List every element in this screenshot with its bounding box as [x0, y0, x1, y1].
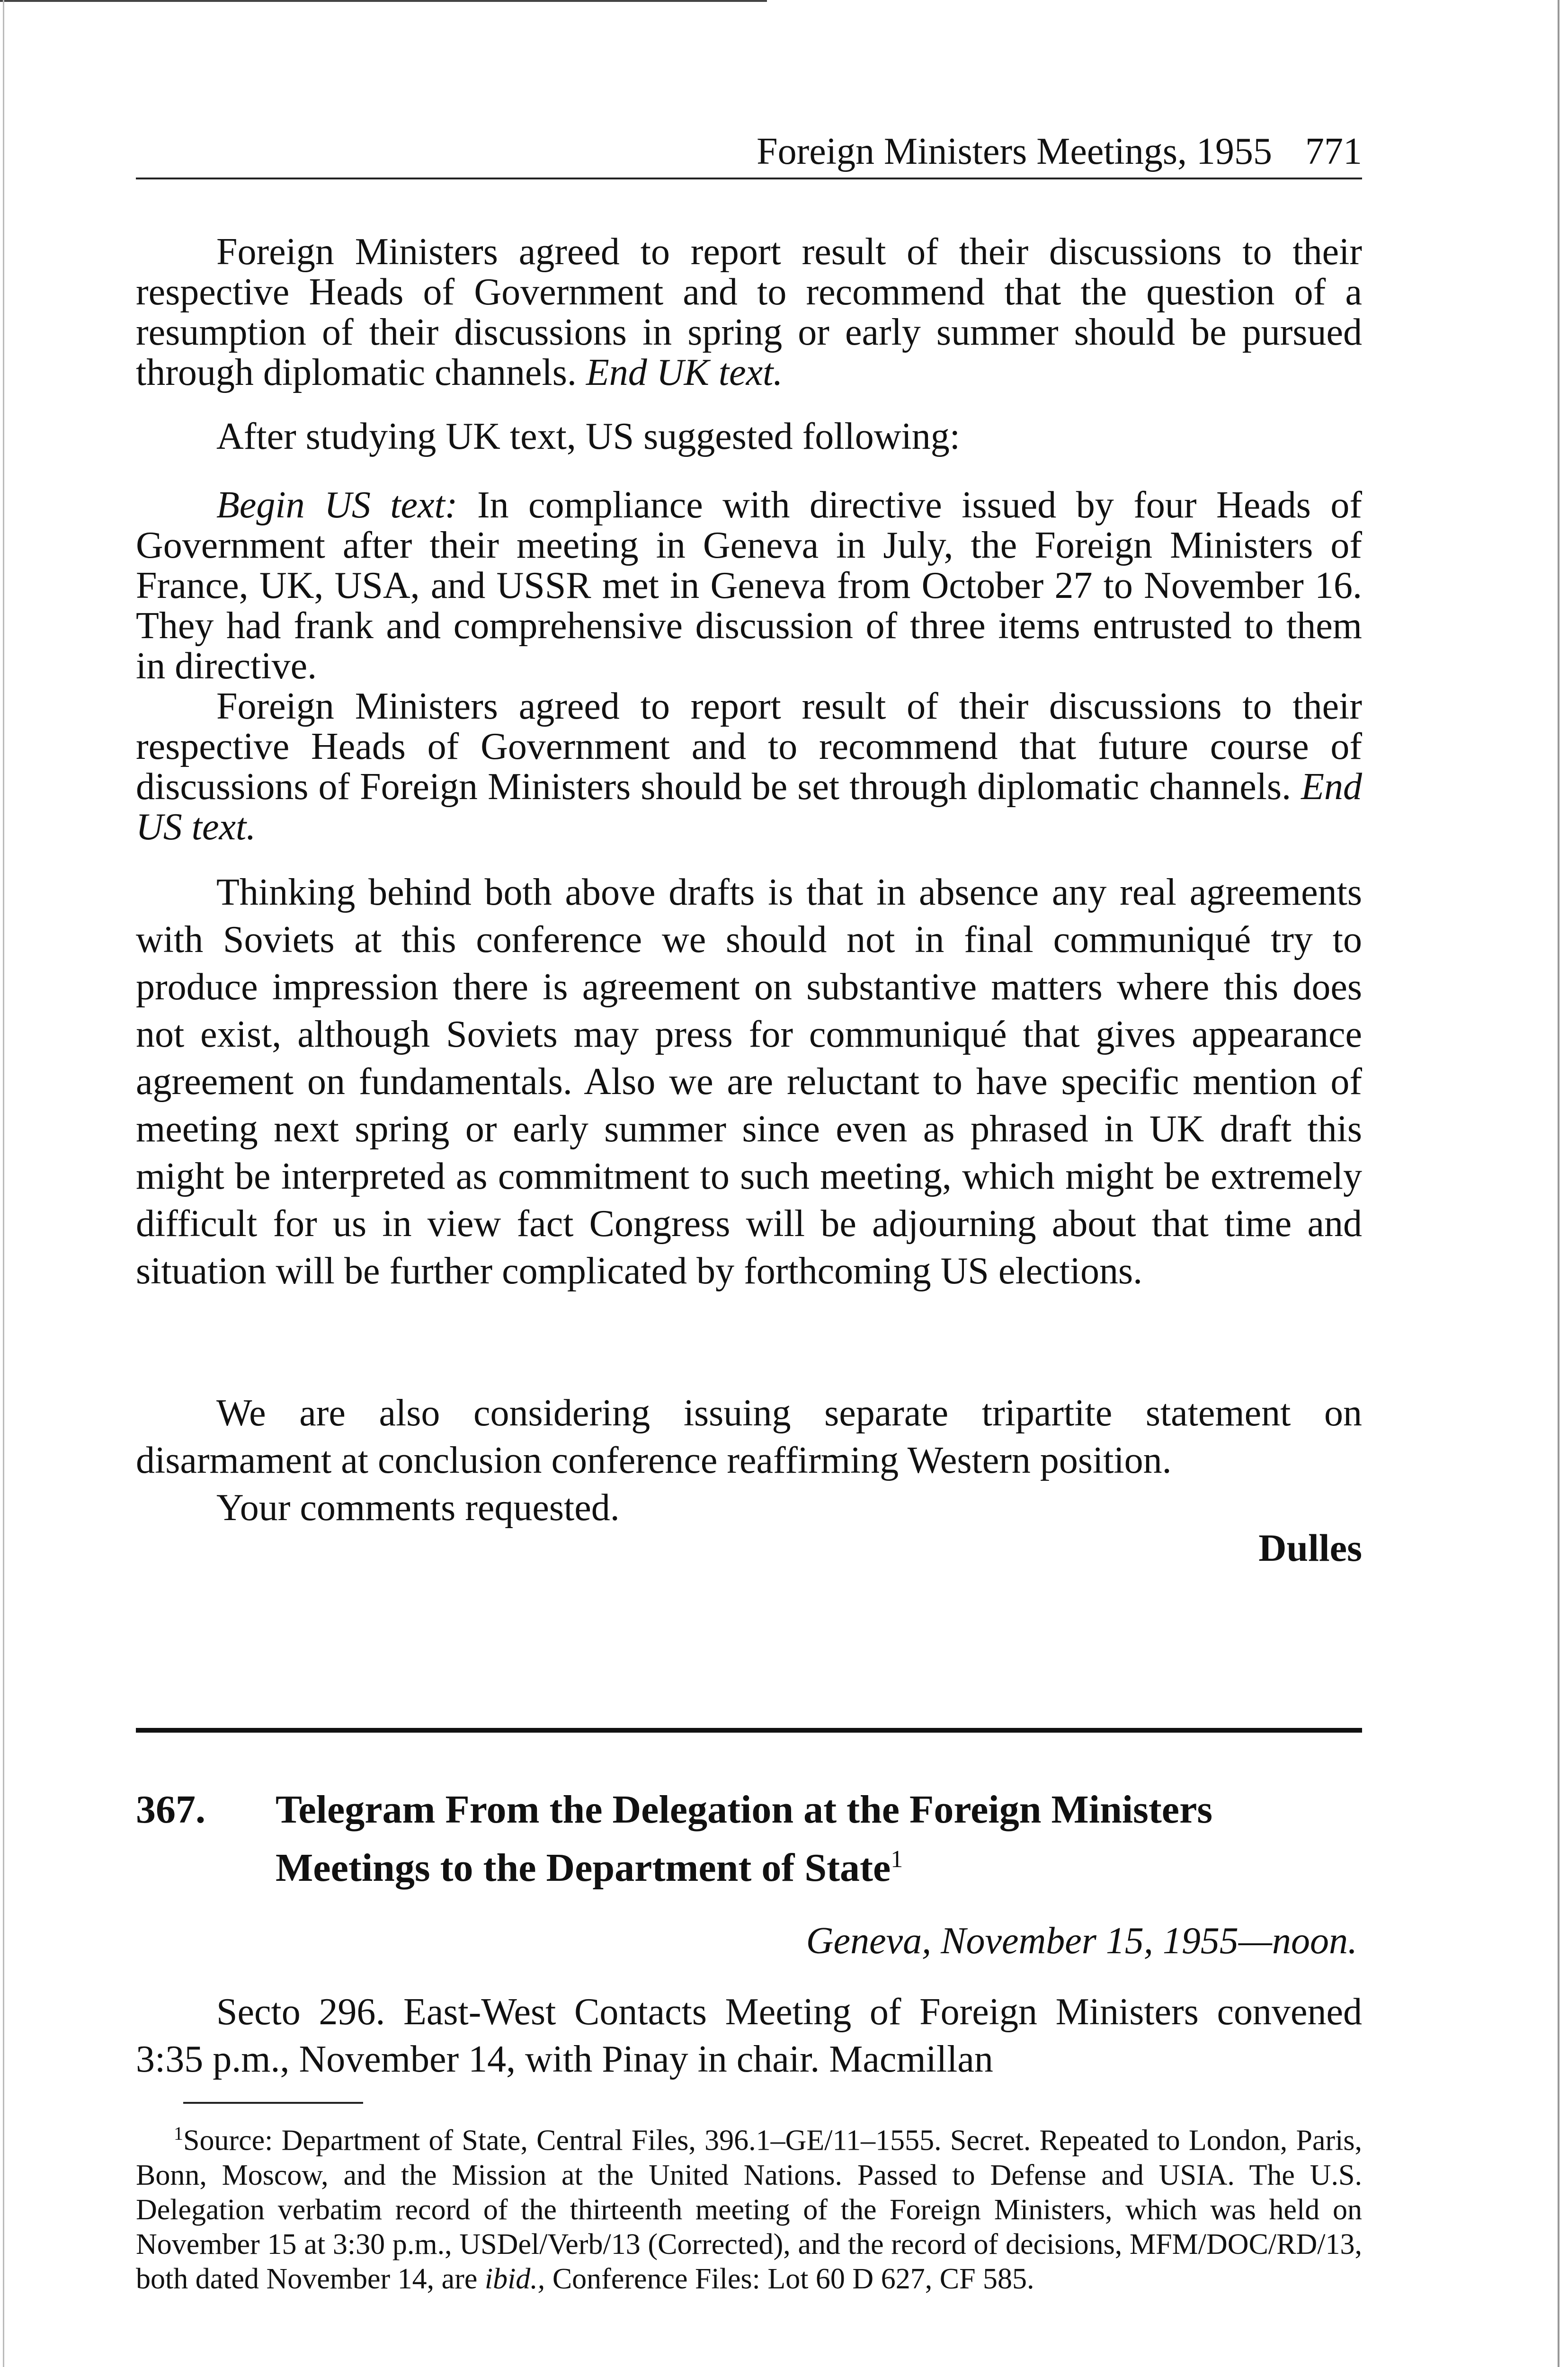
paragraph-us-text-end — [136, 686, 1362, 847]
footnote-text-end: Conference Files: Lot 60 D 627, CF 585. — [552, 2262, 1034, 2295]
paragraph-text: Your comments requested. — [216, 1487, 620, 1529]
footnote-rule — [183, 2102, 363, 2104]
footnote — [136, 2116, 1362, 2296]
footnote-marker: 1 — [174, 2123, 183, 2144]
end-uk-text-marker: End UK text. — [586, 352, 783, 393]
document-number: 367. — [136, 1788, 205, 1832]
begin-us-text-marker: Begin US text: — [216, 484, 458, 526]
paragraph-text: Foreign Ministers agreed to report result of their discussions to their respective Heads of Government and to recommend that the question of a resumption of their discussions in spring or early summer should be pursued through diplomatic channels. — [136, 231, 1362, 393]
paragraph-text: Secto 296. East-West Contacts Meeting of Foreign Ministers convened 3:35 p.m., November 14, with Pinay in chair. Macmillan — [136, 1991, 1362, 2080]
paragraph-us-text-begin — [136, 485, 1362, 686]
footnote-reference: 1 — [891, 1846, 903, 1873]
running-head — [136, 128, 1362, 175]
scan-right-edge — [1558, 0, 1559, 2367]
scan-top-edge — [0, 0, 767, 2]
scan-left-edge — [3, 0, 4, 2367]
paragraph-text: Thinking behind both above drafts is that in absence any real agreements with Soviets at this conference we should not in final communiqué try to produce impression there is agreement on substantive matters where this does not exist, although Soviets may press for communiqué that gives appearance agreement on fundamentals. Also we are reluctant to have specific mention of meeting next spring or early summer since even as phrased in UK draft this might be interpreted as commitment to such meeting, which might be extremely difficult for us in view fact Congress will be adjourning about that time and situation will be further complicated by forthcoming US elections. — [136, 872, 1362, 1292]
document-title — [276, 1785, 1362, 1893]
paragraph-secto — [136, 1988, 1362, 2083]
paragraph-text: Foreign Ministers agreed to report result of their discussions to their respective Heads of Government and to recommend that future course of discussions of Foreign Ministers should be set through diplomatic channels. — [136, 685, 1362, 808]
paragraph-disarmament — [136, 1389, 1362, 1484]
paragraph-text: After studying UK text, US suggested following: — [216, 416, 960, 457]
paragraph-thinking — [136, 869, 1362, 1295]
running-head-title: Foreign Ministers Meetings, 1955 — [757, 131, 1272, 172]
page-number: 771 — [1305, 131, 1362, 172]
document-title-text: Telegram From the Delegation at the Foreign Ministers Meetings to the Department of State — [276, 1788, 1213, 1890]
section-rule — [136, 1728, 1362, 1733]
paragraph-text: We are also considering issuing separate tripartite statement on disarmament at conclusion conference reaffirming Western position. — [136, 1392, 1362, 1481]
paragraph-after-studying — [136, 417, 1362, 457]
dateline: Geneva, November 15, 1955—noon. — [806, 1920, 1357, 1962]
footnote-text: Source: Department of State, Central Files, 396.1–GE/11–1555. Secret. Repeated to London, Paris, Bonn, Moscow, and the Mission at the United Nations. Passed to Defense and USIA. The U.S. Delegation verbatim record of the thirteenth meeting of the Foreign Ministers, which was held on November 15 at 3:30 p.m., USDel/Verb/13 (Corrected), and the record of decisions, MFM/DOC/RD/13, both dated November 14, are — [136, 2124, 1362, 2295]
paragraph-uk-text-end — [136, 232, 1362, 393]
signature: Dulles — [1258, 1526, 1362, 1569]
footnote-ibid: ibid., — [484, 2262, 545, 2295]
paragraph-text: In compliance with directive issued by four Heads of Government after their meeting in Geneva in July, the Foreign Ministers of France, UK, USA, and USSR met in Geneva from October 27 to November 16. They had frank and comprehensive discussion of three items entrusted to them in directive. — [136, 484, 1363, 687]
end-us-text-marker: End US text. — [136, 766, 1363, 848]
running-head-rule — [136, 178, 1362, 179]
